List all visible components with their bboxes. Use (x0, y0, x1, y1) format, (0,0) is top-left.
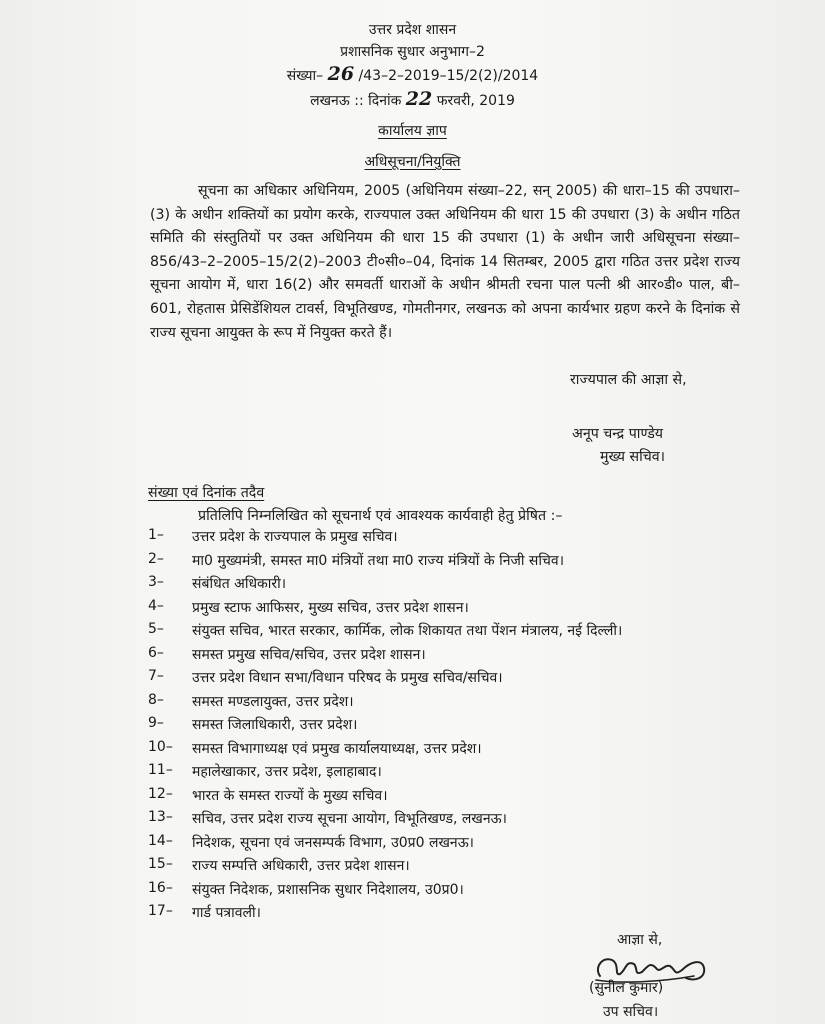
govt-heading: उत्तर प्रदेश शासन (368, 22, 457, 38)
list-item (148, 739, 788, 763)
list-item-number: 1– (148, 527, 164, 543)
list-item (148, 786, 788, 810)
list-item (148, 574, 788, 598)
list-item-number: 13– (148, 809, 173, 825)
reference-number (0, 63, 825, 85)
list-item (148, 903, 788, 927)
list-item-number: 12– (148, 785, 173, 802)
list-item-number: 6– (148, 644, 164, 661)
list-item-text: समस्त मण्डलायुक्त, उत्तर प्रदेश। (192, 693, 354, 710)
list-item-text: निदेशक, सूचना एवं जनसम्पर्क विभाग, उ0प्र0 लखनऊ। (192, 834, 474, 851)
date-prefix: लखनऊ :: दिनांक (310, 93, 402, 109)
list-item-text: समस्त प्रमुख सचिव/सचिव, उत्तर प्रदेश शासन। (192, 646, 426, 663)
list-item (148, 715, 788, 739)
list-item-number: 10– (148, 738, 173, 755)
list-item-text: सचिव, उत्तर प्रदेश राज्य सूचना आयोग, विभूतिखण्ड, लखनऊ। (192, 811, 507, 827)
list-item-text: मा0 मुख्यमंत्री, समस्त मा0 मंत्रियों तथा मा0 राज्य मंत्रियों के निजी सचिव। (192, 552, 564, 569)
number-suffix: /43–2–2019–15/2(2)/2014 (358, 68, 539, 84)
list-item-text: उत्तर प्रदेश के राज्यपाल के प्रमुख सचिव। (192, 529, 398, 545)
handwritten-number: 26 (327, 63, 355, 85)
list-item (148, 809, 788, 833)
list-item (148, 692, 788, 716)
subject-title: अधिसूचना/नियुक्ति (364, 154, 461, 170)
list-item-number: 17– (148, 903, 173, 919)
list-item (148, 527, 788, 551)
list-item-number: 9– (148, 715, 164, 731)
list-item-number: 7– (148, 668, 164, 684)
list-item-text: संयुक्त निदेशक, प्रशासनिक सुधार निदेशालय, उ0प्र0। (192, 881, 464, 898)
list-item-number: 16– (148, 879, 173, 896)
signatory-designation: मुख्य सचिव। (600, 449, 666, 465)
body-paragraph: सूचना का अधिकार अधिनियम, 2005 (अधिनियम संख्या–22, सन् 2005) की धारा–15 की उपधारा–(3) के अधीन शक्तियों का प्रयोग करके, राज्यपाल उक्त अधिनियम की धारा 15 की उपधारा (3) के अधीन गठित समिति की संस्तुतियों पर उक्त अधिनियम की धारा 15 की उपधारा (1) के अधीन जारी अधिसूचना संख्या–856/43–2–2005–15/2(2)–2003 टी०सी०–04, दिनांक 14 सितम्बर, 2005 द्वारा गठित उत्तर प्रदेश राज्य सूचना आयोग में, धारा 16(2) और समवर्ती धाराओं के अधीन श्रीमती रचना पाल पत्नी श्री आर०डी० पाल, बी–601, रोहतास प्रेसिडेंशियल टावर्स, विभूतिखण्ड, गोमतीनगर, लखनऊ को अपना कार्यभार ग्रहण करने के दिनांक से राज्य सूचना आयुक्त के रूप में नियुक्त करते हैं। (150, 183, 740, 341)
memo-title: कार्यालय ज्ञाप (378, 123, 447, 139)
copy-intro: प्रतिलिपि निम्नलिखित को सूचनार्थ एवं आवश्यक कार्यवाही हेतु प्रेषित :– (198, 508, 563, 524)
list-item-number: 11– (148, 762, 173, 778)
list-item-number: 5– (148, 621, 164, 637)
list-item (148, 551, 788, 575)
closing-signature-block (575, 926, 715, 1024)
list-item (148, 833, 788, 857)
list-item-text: संबंधित अधिकारी। (192, 576, 287, 592)
copy-heading-row (148, 483, 264, 502)
distribution-list (148, 527, 788, 927)
list-item-number: 8– (148, 691, 164, 708)
list-item (148, 762, 788, 786)
subject-title-row (0, 152, 825, 171)
closing-order-line: आज्ञा से, (617, 932, 663, 948)
closing-name: (सुनील कुमार) (589, 980, 664, 996)
list-item-number: 15– (148, 856, 173, 872)
list-item-text: भारत के समस्त राज्यों के मुख्य सचिव। (192, 787, 388, 804)
copy-heading: संख्या एवं दिनांक तदैव (148, 485, 265, 501)
signatory-name: अनूप चन्द्र पाण्डेय (572, 426, 664, 442)
list-item-text: समस्त विभागाध्यक्ष एवं प्रमुख कार्यालयाध्यक्ष, उत्तर प्रदेश। (192, 740, 482, 757)
list-item-text: राज्य सम्पत्ति अधिकारी, उत्तर प्रदेश शासन। (192, 858, 410, 874)
closing-designation: उप सचिव। (603, 1004, 659, 1020)
list-item-text: संयुक्त सचिव, भारत सरकार, कार्मिक, लोक शिकायत तथा पेंशन मंत्रालय, नई दिल्ली। (192, 623, 623, 639)
list-item-text: प्रमुख स्टाफ आफिसर, मुख्य सचिव, उत्तर प्रदेश शासन। (192, 599, 469, 616)
date-suffix: फरवरी, 2019 (436, 93, 515, 109)
section-heading: प्रशासनिक सुधार अनुभाग–2 (340, 44, 485, 60)
date-line (0, 88, 825, 110)
list-item-text: समस्त जिलाधिकारी, उत्तर प्रदेश। (192, 717, 358, 733)
handwritten-date: 22 (405, 88, 433, 110)
list-item-text: गार्ड पत्रावली। (192, 905, 261, 921)
list-item-text: उत्तर प्रदेश विधान सभा/विधान परिषद के प्रमुख सचिव/सचिव। (192, 670, 503, 686)
list-item-number: 14– (148, 832, 173, 849)
list-item (148, 668, 788, 692)
list-item (148, 856, 788, 880)
order-line: राज्यपाल की आज्ञा से, (570, 372, 687, 388)
list-item (148, 880, 788, 904)
list-item (148, 621, 788, 645)
number-prefix: संख्या– (286, 68, 324, 84)
list-item-number: 2– (148, 550, 164, 567)
list-item (148, 598, 788, 622)
list-item-number: 3– (148, 574, 164, 590)
list-item-text: महालेखाकार, उत्तर प्रदेश, इलाहाबाद। (192, 764, 382, 780)
list-item (148, 645, 788, 669)
memo-title-row (0, 121, 825, 140)
list-item-number: 4– (148, 597, 164, 614)
